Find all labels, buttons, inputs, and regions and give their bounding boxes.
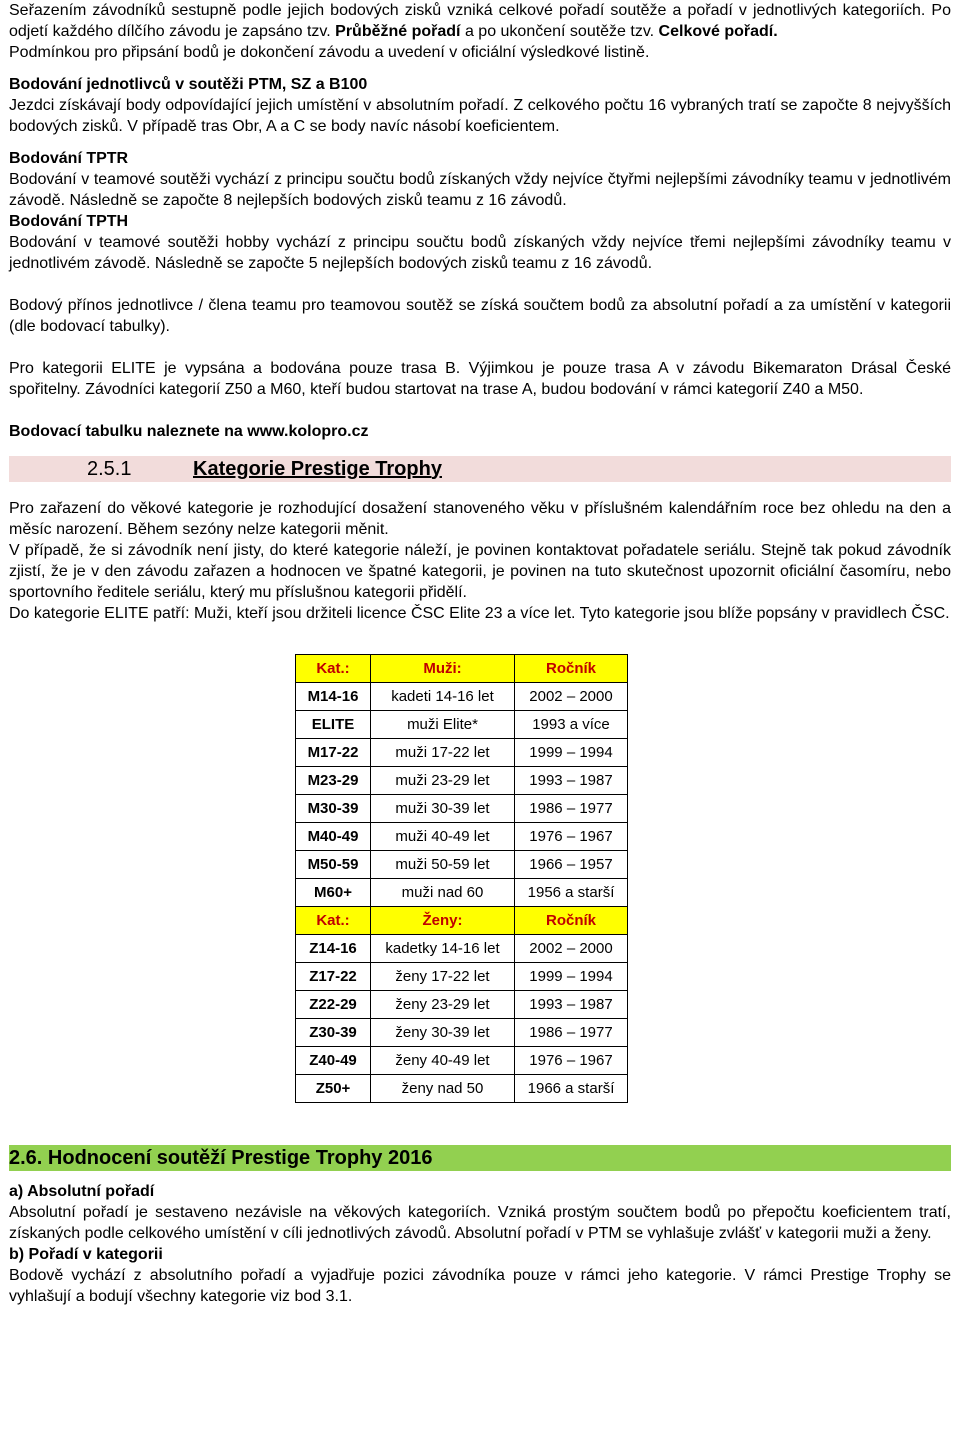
birth-year-cell: 1966 a starší: [515, 1075, 628, 1103]
category-code-cell: M40-49: [296, 823, 371, 851]
category-code-cell: Kat.:: [296, 907, 371, 935]
category-name-cell: muži nad 60: [371, 879, 515, 907]
table-row: [296, 991, 628, 1019]
category-name-cell: ženy 30-39 let: [371, 1019, 515, 1047]
tpth-text: Bodování v teamové soutěži hobby vychází z principu součtu bodů získaných vždy nejvíce třemi nejlepšími závodníky teamu v jednotlivém závodě. Následně se započte 5 nejlepších bodových zisků teamu z 16 závodů.: [9, 234, 951, 272]
category-name-cell: muži 40-49 let: [371, 823, 515, 851]
category-rule-3: Do kategorie ELITE patří: Muži, kteří jsou držiteli licence ČSC Elite 23 a více let. Tyto kategorie jsou blíže popsány v pravidlech ČSC.: [9, 605, 950, 622]
birth-year-cell: 1999 – 1994: [515, 739, 628, 767]
section-26-heading: 2.6. Hodnocení soutěží Prestige Trophy 2016: [9, 1145, 951, 1171]
birth-year-cell: 1999 – 1994: [515, 963, 628, 991]
elite-note: Pro kategorii ELITE je vypsána a bodována pouze trasa B. Výjimkou je pouze trasa A v závodu Bikemaraton Drásal České spořitelny. Závodníci kategorií Z50 a M60, kteří budou startovat na trase A, budou bodování v rámci kategorií Z40 a M50.: [9, 360, 951, 398]
table-row: [296, 823, 628, 851]
category-code-cell: ELITE: [296, 711, 371, 739]
category-code-cell: Z40-49: [296, 1047, 371, 1075]
category-name-cell: muži 17-22 let: [371, 739, 515, 767]
birth-year-cell: 1993 – 1987: [515, 767, 628, 795]
category-name-cell: muži 23-29 let: [371, 767, 515, 795]
category-name-cell: muži 30-39 let: [371, 795, 515, 823]
category-code-cell: Z30-39: [296, 1019, 371, 1047]
category-name-cell: kadetky 14-16 let: [371, 935, 515, 963]
tptr-heading: Bodování TPTR: [9, 150, 129, 167]
birth-year-cell: 1986 – 1977: [515, 1019, 628, 1047]
category-rule-2: V případě, že si závodník není jisty, do které kategorie náleží, je povinen kontaktovat pořadatele seriálu. Stejně tak pokud závodník zjistí, že je v den závodu zařazen a hodnocen ve špatné kategorii, je povinen na tuto skutečnost upozornit oficiální časomíru, nebo sportovního ředitele seriálu, který mu příslušnou kategorii přidělí.: [9, 542, 951, 601]
category-code-cell: Kat.:: [296, 655, 371, 683]
birth-year-cell: Ročník: [515, 907, 628, 935]
birth-year-cell: 1986 – 1977: [515, 795, 628, 823]
tptr-text: Bodování v teamové soutěži vychází z principu součtu bodů získaných vždy nejvíce čtyřmi nejlepšími závodníky teamu v jednotlivém závodě. Následně se započte 8 nejlepších bodových zisků teamu z 16 závodů.: [9, 171, 951, 209]
table-link-note: Bodovací tabulku naleznete na www.kolopro.cz: [9, 423, 369, 440]
section-number: 2.5.1: [87, 457, 132, 480]
birth-year-cell: 1993 – 1987: [515, 991, 628, 1019]
birth-year-cell: 1976 – 1967: [515, 823, 628, 851]
table-row: [296, 795, 628, 823]
category-name-cell: ženy 17-22 let: [371, 963, 515, 991]
individual-text: Jezdci získávají body odpovídající jejich umístění v absolutním pořadí. Z celkového počtu 16 vybraných tratí se započte 8 nejvyšších bodových zisků. V případě tras Obr, A a C se body navíc násobí koeficientem.: [9, 97, 951, 135]
category-ranking-text: Bodově vychází z absolutního pořadí a vyjadřuje pozici závodníka pouze v rámci jeho kategorie. V rámci Prestige Trophy se vyhlašují a bodují všechny kategorie viz bod 3.1.: [9, 1267, 951, 1305]
category-code-cell: Z22-29: [296, 991, 371, 1019]
category-code-cell: Z50+: [296, 1075, 371, 1103]
table-row: [296, 963, 628, 991]
category-code-cell: M14-16: [296, 683, 371, 711]
birth-year-cell: 2002 – 2000: [515, 683, 628, 711]
table-row: [296, 683, 628, 711]
individual-heading: Bodování jednotlivců v soutěži PTM, SZ a B100: [9, 76, 368, 93]
category-name-cell: ženy 40-49 let: [371, 1047, 515, 1075]
category-name-cell: Ženy:: [371, 907, 515, 935]
table-row: [296, 739, 628, 767]
table-row: [296, 1019, 628, 1047]
intro-condition: Podmínkou pro připsání bodů je dokončení závodu a uvedení v oficiální výsledkové listině.: [9, 44, 650, 61]
category-code-cell: M30-39: [296, 795, 371, 823]
category-name-cell: Muži:: [371, 655, 515, 683]
table-row: [296, 879, 628, 907]
category-code-cell: Z17-22: [296, 963, 371, 991]
table-row: [296, 935, 628, 963]
category-code-cell: Z14-16: [296, 935, 371, 963]
category-name-cell: ženy nad 50: [371, 1075, 515, 1103]
birth-year-cell: 1956 a starší: [515, 879, 628, 907]
absolute-ranking-heading: a) Absolutní pořadí: [9, 1183, 155, 1200]
birth-year-cell: 2002 – 2000: [515, 935, 628, 963]
category-table: [295, 654, 628, 1103]
table-row: [296, 711, 628, 739]
birth-year-cell: 1976 – 1967: [515, 1047, 628, 1075]
birth-year-cell: 1966 – 1957: [515, 851, 628, 879]
category-rule-1: Pro zařazení do věkové kategorie je rozhodující dosažení stanoveného věku v příslušném kalendářním roce bez ohledu na den a měsíc narození. Během sezóny nelze kategorii měnit.: [9, 500, 951, 538]
birth-year-cell: Ročník: [515, 655, 628, 683]
absolute-ranking-text: Absolutní pořadí je sestaveno nezávisle na věkových kategoriích. Vzniká prostým součtem bodů po přepočtu koeficientem tratí, získaných podle celkového umístění v cíli jednotlivých závodů. Absolutní pořadí v PTM se vyhlašuje zvlášť v kategorii muži a ženy.: [9, 1204, 951, 1242]
table-header-row: [296, 655, 628, 683]
table-header-row: [296, 907, 628, 935]
category-name-cell: kadeti 14-16 let: [371, 683, 515, 711]
category-code-cell: M50-59: [296, 851, 371, 879]
category-name-cell: muži Elite*: [371, 711, 515, 739]
table-row: [296, 1075, 628, 1103]
contribution-text: Bodový přínos jednotlivce / člena teamu pro teamovou soutěž se získá součtem bodů za absolutní pořadí a za umístění v kategorii (dle bodovací tabulky).: [9, 297, 951, 335]
category-code-cell: M60+: [296, 879, 371, 907]
category-name-cell: muži 50-59 let: [371, 851, 515, 879]
category-code-cell: M17-22: [296, 739, 371, 767]
category-ranking-heading: b) Pořadí v kategorii: [9, 1246, 163, 1263]
table-row: [296, 851, 628, 879]
section-title: Kategorie Prestige Trophy: [193, 457, 442, 480]
category-code-cell: M23-29: [296, 767, 371, 795]
intro-paragraph: Seřazením závodníků sestupně podle jejich bodových zisků vzniká celkové pořadí soutěže a pořadí v jednotlivých kategoriích. Po odjetí každého dílčího závodu je zapsáno tzv. Průběžné pořadí a po ukončení soutěže tzv. Celkové pořadí.: [9, 2, 951, 40]
category-name-cell: ženy 23-29 let: [371, 991, 515, 1019]
section-251-heading: [9, 456, 951, 482]
tpth-heading: Bodování TPTH: [9, 213, 129, 230]
birth-year-cell: 1993 a více: [515, 711, 628, 739]
table-row: [296, 1047, 628, 1075]
table-row: [296, 767, 628, 795]
